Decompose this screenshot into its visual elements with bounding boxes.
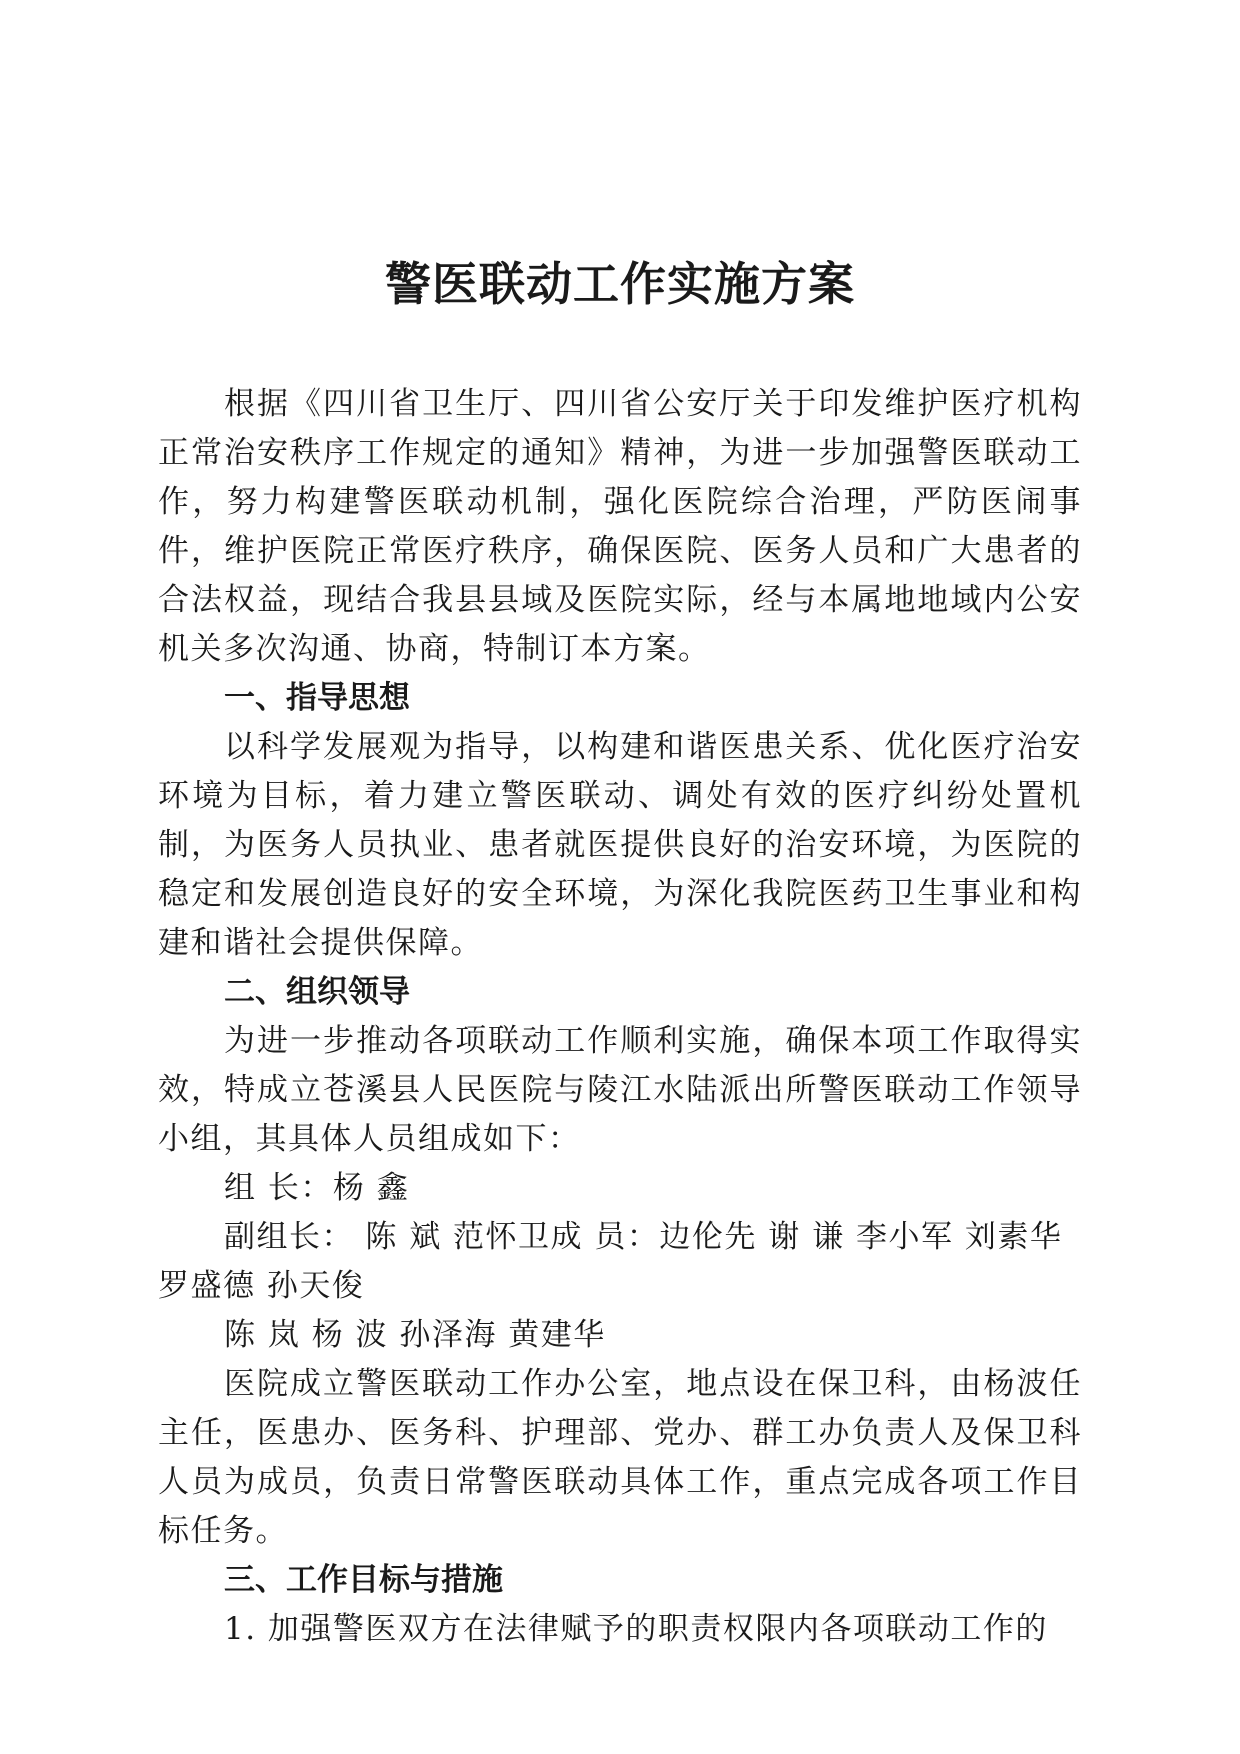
intro-paragraph: 根据《四川省卫生厅、四川省公安厅关于印发维护医疗机构正常治安秩序工作规定的通知》精神，为进一步加强警医联动工作，努力构建警医联动机制，强化医院综合治理，严防医闹事件，维护医院正常医疗秩序，确保医院、医务人员和广大患者的合法权益，现结合我县县域及医院实际，经与本属地地域内公安机关多次沟通、协商，特制订本方案。	[158, 386, 1082, 667]
section-heading-guiding-ideology: 一、指导思想	[224, 680, 410, 716]
document-body	[158, 380, 1082, 1654]
organization-paragraph: 为进一步推动各项联动工作顺利实施，确保本项工作取得实效，特成立苍溪县人民医院与陵江水陆派出所警医联动工作领导小组，其具体人员组成如下：	[158, 1023, 1082, 1157]
document-title: 警医联动工作实施方案	[385, 257, 855, 311]
section-heading-goals-measures: 三、工作目标与措施	[224, 1562, 503, 1598]
guiding-ideology-paragraph: 以科学发展观为指导，以构建和谐医患关系、优化医疗治安环境为目标，着力建立警医联动、调处有效的医疗纠纷处置机制，为医务人员执业、患者就医提供良好的治安环境，为医院的稳定和发展创造良好的安全环境，为深化我院医药卫生事业和构建和谐社会提供保障。	[158, 729, 1082, 961]
leader-line: 组 长：杨 鑫	[224, 1170, 410, 1206]
office-paragraph: 医院成立警医联动工作办公室，地点设在保卫科，由杨波任主任，医患办、医务科、护理部、党办、群工办负责人及保卫科人员为成员，负责日常警医联动具体工作，重点完成各项工作目标任务。	[158, 1366, 1082, 1549]
deputy-and-members-line: 副组长： 陈 斌 范怀卫成 员：边伦先 谢 谦 李小军 刘素华 罗盛德 孙天俊	[158, 1219, 1063, 1304]
section-heading-organization: 二、组织领导	[224, 974, 410, 1010]
additional-members-line: 陈 岚 杨 波 孙泽海 黄建华	[224, 1317, 606, 1353]
goals-measures-paragraph: 1. 加强警医双方在法律赋予的职责权限内各项联动工作的	[224, 1611, 1048, 1647]
